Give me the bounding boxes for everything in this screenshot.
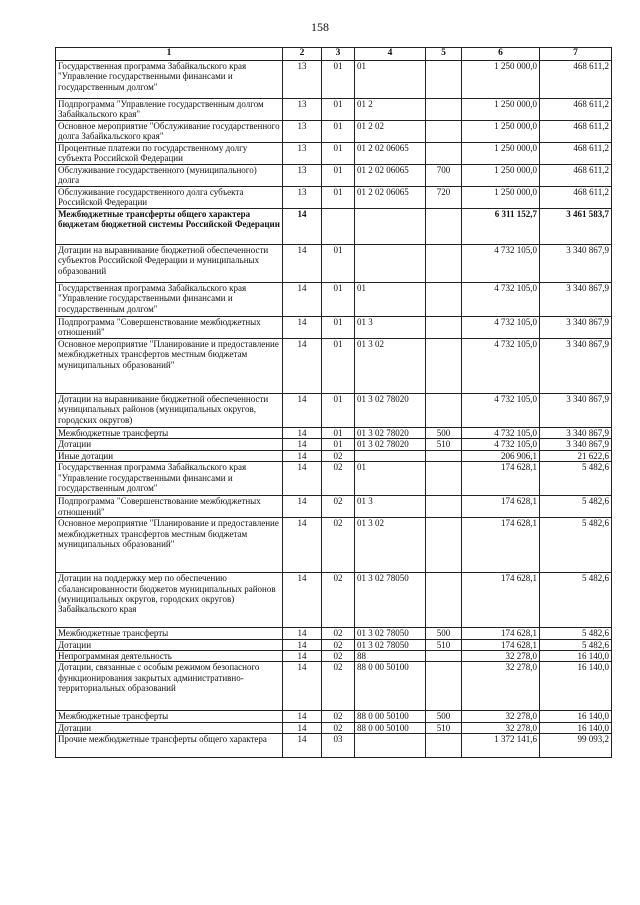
expense-type-code [426,99,462,121]
subsection-code: 01 [322,143,355,165]
section-code: 14 [283,651,322,662]
table-row [56,722,612,733]
item-name: Государственная программа Забайкальского края "Управление государственными финансами и государственным долгом" [56,283,283,317]
amount-planned: 4 732 105,0 [462,428,540,439]
section-code: 14 [283,339,322,394]
amount-executed: 468 611,2 [540,99,612,121]
item-name: Подпрограмма "Совершенствование межбюджетных отношений" [56,496,283,518]
amount-executed: 3 340 867,9 [540,339,612,394]
item-name: Дотации на поддержку мер по обеспечению сбалансированности бюджетов муниципальных районов (муниципальных округов, городских округов) Забайкальского края [56,573,283,628]
expense-type-code: 720 [426,187,462,209]
subsection-code [322,209,355,245]
expense-type-code [426,143,462,165]
amount-executed: 5 482,6 [540,496,612,518]
item-name: Основное мероприятие "Планирование и предоставление межбюджетных трансфертов местным бюджетам муниципальных образований" [56,339,283,394]
section-code: 14 [283,722,322,733]
item-name: Прочие межбюджетные трансферты общего характера [56,734,283,758]
item-name: Дотации [56,722,283,733]
amount-planned: 4 732 105,0 [462,283,540,317]
section-code: 13 [283,187,322,209]
expense-type-code [426,121,462,143]
table-row [56,711,612,722]
expense-type-code [426,394,462,428]
target-article-code: 01 2 [355,99,426,121]
subsection-code: 02 [322,628,355,639]
expense-type-code [426,317,462,339]
table-row [56,462,612,496]
item-name: Дотации, связанные с особым режимом безопасного функционирования закрытых административно-территориальных образований [56,662,283,711]
item-name: Межбюджетные трансферты [56,628,283,639]
target-article-code: 88 0 00 50100 [355,722,426,733]
subsection-code: 02 [322,711,355,722]
amount-executed: 3 340 867,9 [540,439,612,450]
section-code: 13 [283,143,322,165]
expense-type-code [426,518,462,573]
amount-executed: 5 482,6 [540,628,612,639]
amount-planned: 1 250 000,0 [462,187,540,209]
expense-type-code: 500 [426,428,462,439]
subsection-code: 02 [322,722,355,733]
subsection-code: 01 [322,61,355,99]
target-article-code: 01 3 02 78050 [355,573,426,628]
table-row [56,187,612,209]
target-article-code: 01 [355,462,426,496]
amount-planned: 174 628,1 [462,639,540,650]
item-name: Дотации на выравнивание бюджетной обеспеченности муниципальных районов (муниципальных округов, городских округов) [56,394,283,428]
amount-planned: 1 250 000,0 [462,99,540,121]
subsection-code: 02 [322,496,355,518]
subsection-code: 01 [322,317,355,339]
target-article-code: 01 3 02 [355,518,426,573]
table-row [56,245,612,283]
target-article-code: 01 2 02 [355,121,426,143]
amount-executed: 3 340 867,9 [540,394,612,428]
target-article-code: 01 2 02 06065 [355,165,426,187]
amount-planned: 1 250 000,0 [462,143,540,165]
section-code: 14 [283,628,322,639]
section-code: 14 [283,317,322,339]
target-article-code: 01 3 02 [355,339,426,394]
subsection-code: 02 [322,639,355,650]
table-row [56,283,612,317]
expense-type-code: 510 [426,639,462,650]
section-code: 14 [283,518,322,573]
item-name: Дотации на выравнивание бюджетной обеспеченности субъектов Российской Федерации и муниципальных образований [56,245,283,283]
amount-planned: 32 278,0 [462,711,540,722]
amount-planned: 174 628,1 [462,496,540,518]
amount-planned: 174 628,1 [462,518,540,573]
amount-executed: 468 611,2 [540,121,612,143]
column-header: 2 [283,48,322,61]
section-code: 13 [283,165,322,187]
table-row [56,339,612,394]
amount-planned: 32 278,0 [462,722,540,733]
expense-type-code [426,734,462,758]
table-row [56,209,612,245]
column-header: 6 [462,48,540,61]
item-name: Межбюджетные трансферты [56,428,283,439]
target-article-code: 01 3 02 78020 [355,428,426,439]
subsection-code: 01 [322,428,355,439]
amount-executed: 3 340 867,9 [540,245,612,283]
expense-type-code: 500 [426,711,462,722]
amount-executed: 468 611,2 [540,61,612,99]
amount-executed: 16 140,0 [540,662,612,711]
expense-type-code: 500 [426,628,462,639]
item-name: Иные дотации [56,450,283,461]
amount-executed: 16 140,0 [540,722,612,733]
amount-planned: 32 278,0 [462,662,540,711]
target-article-code: 01 3 [355,317,426,339]
amount-planned: 6 311 152,7 [462,209,540,245]
item-name: Непрограммная деятельность [56,651,283,662]
section-code: 13 [283,61,322,99]
expense-type-code [426,573,462,628]
table-row [56,734,612,758]
section-code: 14 [283,394,322,428]
item-name: Подпрограмма "Управление государственным долгом Забайкальского края" [56,99,283,121]
subsection-code: 01 [322,245,355,283]
table-row [56,518,612,573]
amount-executed: 468 611,2 [540,187,612,209]
amount-planned: 1 250 000,0 [462,61,540,99]
target-article-code [355,734,426,758]
budget-table [55,47,612,758]
target-article-code [355,450,426,461]
column-header: 3 [322,48,355,61]
table-body [56,61,612,758]
item-name: Процентные платежи по государственному долгу субъекта Российской Федерации [56,143,283,165]
subsection-code: 01 [322,187,355,209]
table-row [56,428,612,439]
subsection-code: 02 [322,450,355,461]
amount-executed: 468 611,2 [540,165,612,187]
amount-planned: 4 732 105,0 [462,245,540,283]
subsection-code: 02 [322,462,355,496]
subsection-code: 02 [322,651,355,662]
target-article-code [355,209,426,245]
amount-executed: 16 140,0 [540,711,612,722]
table-row [56,121,612,143]
column-header: 4 [355,48,426,61]
expense-type-code [426,283,462,317]
expense-type-code [426,61,462,99]
amount-executed: 3 340 867,9 [540,283,612,317]
table-header-row [56,48,612,61]
target-article-code [355,245,426,283]
expense-type-code [426,450,462,461]
subsection-code: 01 [322,283,355,317]
target-article-code: 01 2 02 06065 [355,187,426,209]
item-name: Обслуживание государственного долга субъекта Российской Федерации [56,187,283,209]
amount-planned: 174 628,1 [462,628,540,639]
section-code: 14 [283,450,322,461]
subsection-code: 01 [322,99,355,121]
target-article-code: 01 2 02 06065 [355,143,426,165]
table-row [56,143,612,165]
table-row [56,496,612,518]
section-code: 14 [283,283,322,317]
amount-executed: 5 482,6 [540,573,612,628]
target-article-code: 01 3 02 78050 [355,628,426,639]
table-row [56,99,612,121]
section-code: 14 [283,496,322,518]
target-article-code: 88 0 00 50100 [355,662,426,711]
amount-planned: 1 250 000,0 [462,121,540,143]
column-header: 7 [540,48,612,61]
item-name: Межбюджетные трансферты [56,711,283,722]
table-row [56,628,612,639]
amount-executed: 5 482,6 [540,518,612,573]
column-header: 1 [56,48,283,61]
expense-type-code [426,651,462,662]
amount-executed: 468 611,2 [540,143,612,165]
section-code: 14 [283,662,322,711]
amount-executed: 5 482,6 [540,639,612,650]
table-row [56,573,612,628]
table-row [56,450,612,461]
section-code: 14 [283,462,322,496]
amount-executed: 3 461 583,7 [540,209,612,245]
section-code: 14 [283,209,322,245]
target-article-code: 01 3 02 78020 [355,394,426,428]
item-name: Государственная программа Забайкальского края "Управление государственными финансами и государственным долгом" [56,61,283,99]
section-code: 13 [283,121,322,143]
amount-planned: 32 278,0 [462,651,540,662]
section-code: 14 [283,711,322,722]
amount-planned: 206 906,1 [462,450,540,461]
amount-planned: 4 732 105,0 [462,317,540,339]
expense-type-code [426,496,462,518]
item-name: Обслуживание государственного (муниципального) долга [56,165,283,187]
expense-type-code: 700 [426,165,462,187]
amount-executed: 5 482,6 [540,462,612,496]
section-code: 13 [283,99,322,121]
amount-planned: 1 250 000,0 [462,165,540,187]
section-code: 14 [283,428,322,439]
section-code: 14 [283,734,322,758]
target-article-code: 88 [355,651,426,662]
section-code: 14 [283,573,322,628]
amount-planned: 4 732 105,0 [462,394,540,428]
page-number: 158 [311,20,329,34]
target-article-code: 01 3 [355,496,426,518]
expense-type-code: 510 [426,439,462,450]
amount-planned: 174 628,1 [462,573,540,628]
column-header: 5 [426,48,462,61]
subsection-code: 02 [322,518,355,573]
subsection-code: 02 [322,573,355,628]
item-name: Дотации [56,639,283,650]
target-article-code: 01 [355,283,426,317]
expense-type-code [426,245,462,283]
subsection-code: 01 [322,339,355,394]
amount-executed: 16 140,0 [540,651,612,662]
section-code: 14 [283,245,322,283]
item-name: Государственная программа Забайкальского края "Управление государственными финансами и государственным долгом" [56,462,283,496]
amount-executed: 3 340 867,9 [540,428,612,439]
expense-type-code: 510 [426,722,462,733]
subsection-code: 01 [322,121,355,143]
expense-type-code [426,209,462,245]
amount-planned: 4 732 105,0 [462,439,540,450]
expense-type-code [426,662,462,711]
table-row [56,439,612,450]
target-article-code: 01 3 02 78050 [355,639,426,650]
subsection-code: 01 [322,165,355,187]
item-name: Основное мероприятие "Обслуживание государственного долга Забайкальского края" [56,121,283,143]
amount-executed: 3 340 867,9 [540,317,612,339]
subsection-code: 01 [322,439,355,450]
section-code: 14 [283,639,322,650]
amount-executed: 99 093,2 [540,734,612,758]
item-name: Основное мероприятие "Планирование и предоставление межбюджетных трансфертов местным бюджетам муниципальных образований" [56,518,283,573]
expense-type-code [426,462,462,496]
table-row [56,639,612,650]
amount-planned: 174 628,1 [462,462,540,496]
table-row [56,651,612,662]
subsection-code: 01 [322,394,355,428]
table-row [56,662,612,711]
item-name: Дотации [56,439,283,450]
amount-planned: 4 732 105,0 [462,339,540,394]
expense-type-code [426,339,462,394]
target-article-code: 01 3 02 78020 [355,439,426,450]
item-name: Межбюджетные трансферты общего характера бюджетам бюджетной системы Российской Федерации [56,209,283,245]
section-code: 14 [283,439,322,450]
table-row [56,394,612,428]
target-article-code: 01 [355,61,426,99]
subsection-code: 03 [322,734,355,758]
subsection-code: 02 [322,662,355,711]
target-article-code: 88 0 00 50100 [355,711,426,722]
item-name: Подпрограмма "Совершенствование межбюджетных отношений" [56,317,283,339]
amount-planned: 1 372 141,6 [462,734,540,758]
amount-executed: 21 622,6 [540,450,612,461]
table-row [56,165,612,187]
table-row [56,317,612,339]
table-row [56,61,612,99]
